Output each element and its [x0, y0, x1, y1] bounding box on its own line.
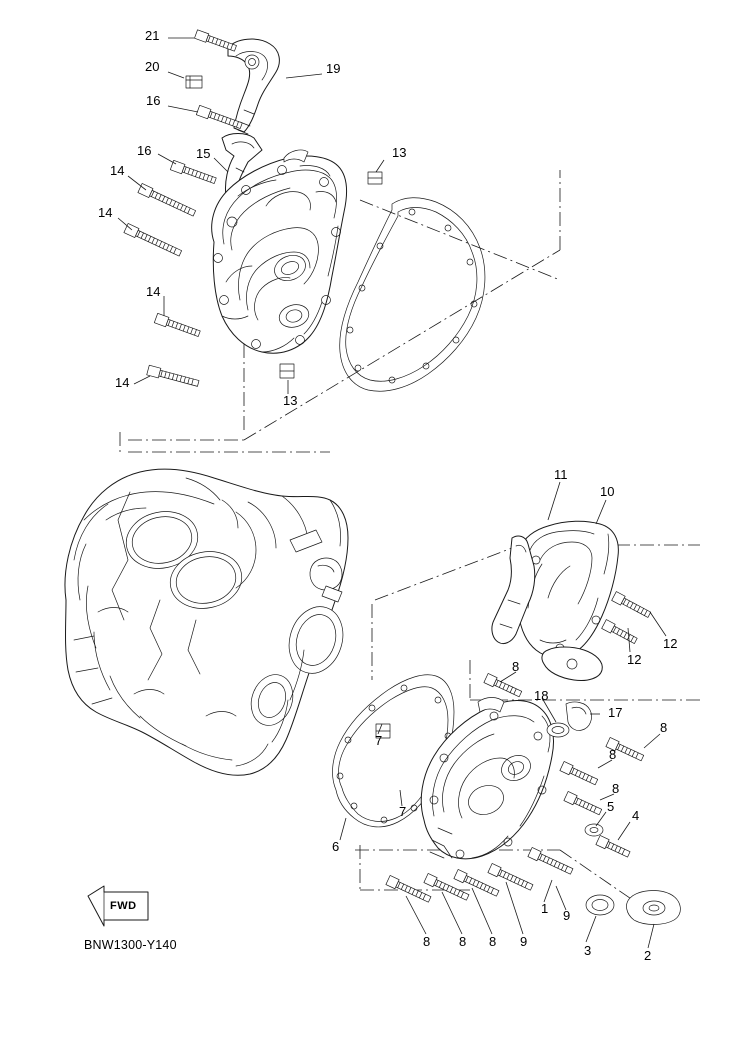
callout-8-c: 8	[609, 747, 617, 762]
callout-3: 3	[584, 943, 592, 958]
callout-1: 1	[541, 901, 549, 916]
crankcase-cover-2-assembly	[333, 673, 681, 924]
callout-12-b: 12	[663, 636, 678, 651]
callout-6: 6	[332, 839, 340, 854]
callout-7-b: 7	[399, 804, 407, 819]
crankcase-assembly	[65, 469, 351, 775]
callout-4: 4	[632, 808, 640, 823]
callout-9-b: 9	[520, 934, 528, 949]
callout-8-g: 8	[489, 934, 497, 949]
callout-13-lower: 13	[283, 393, 298, 408]
callout-18: 18	[534, 688, 549, 703]
callout-14-b: 14	[98, 205, 113, 220]
callout-8-b: 8	[660, 720, 668, 735]
callout-12-a: 12	[627, 652, 642, 667]
callout-15: 15	[196, 146, 211, 161]
callout-13-upper: 13	[392, 145, 407, 160]
callout-11: 11	[554, 467, 568, 482]
diagram-part-code: BNW1300-Y140	[84, 938, 177, 952]
callout-10: 10	[600, 484, 615, 499]
callout-5: 5	[607, 799, 615, 814]
callout-7-a: 7	[375, 733, 383, 748]
crankcase-cover-top-assembly	[212, 39, 485, 391]
callout-8-e: 8	[423, 934, 431, 949]
callout-17: 17	[608, 705, 623, 720]
callout-8-d: 8	[612, 781, 620, 796]
fwd-label: FWD	[110, 900, 137, 912]
callout-8-f: 8	[459, 934, 467, 949]
callout-14-c: 14	[146, 284, 161, 299]
callout-21: 21	[145, 28, 160, 43]
callout-20: 20	[145, 59, 160, 74]
callout-19: 19	[326, 61, 341, 76]
callout-2: 2	[644, 948, 652, 963]
callout-14-a: 14	[110, 163, 125, 178]
callout-9-a: 9	[563, 908, 571, 923]
callout-14-d: 14	[115, 375, 130, 390]
callout-16-upper: 16	[146, 93, 161, 108]
callout-8-a: 8	[512, 659, 520, 674]
callout-16-lower: 16	[137, 143, 152, 158]
